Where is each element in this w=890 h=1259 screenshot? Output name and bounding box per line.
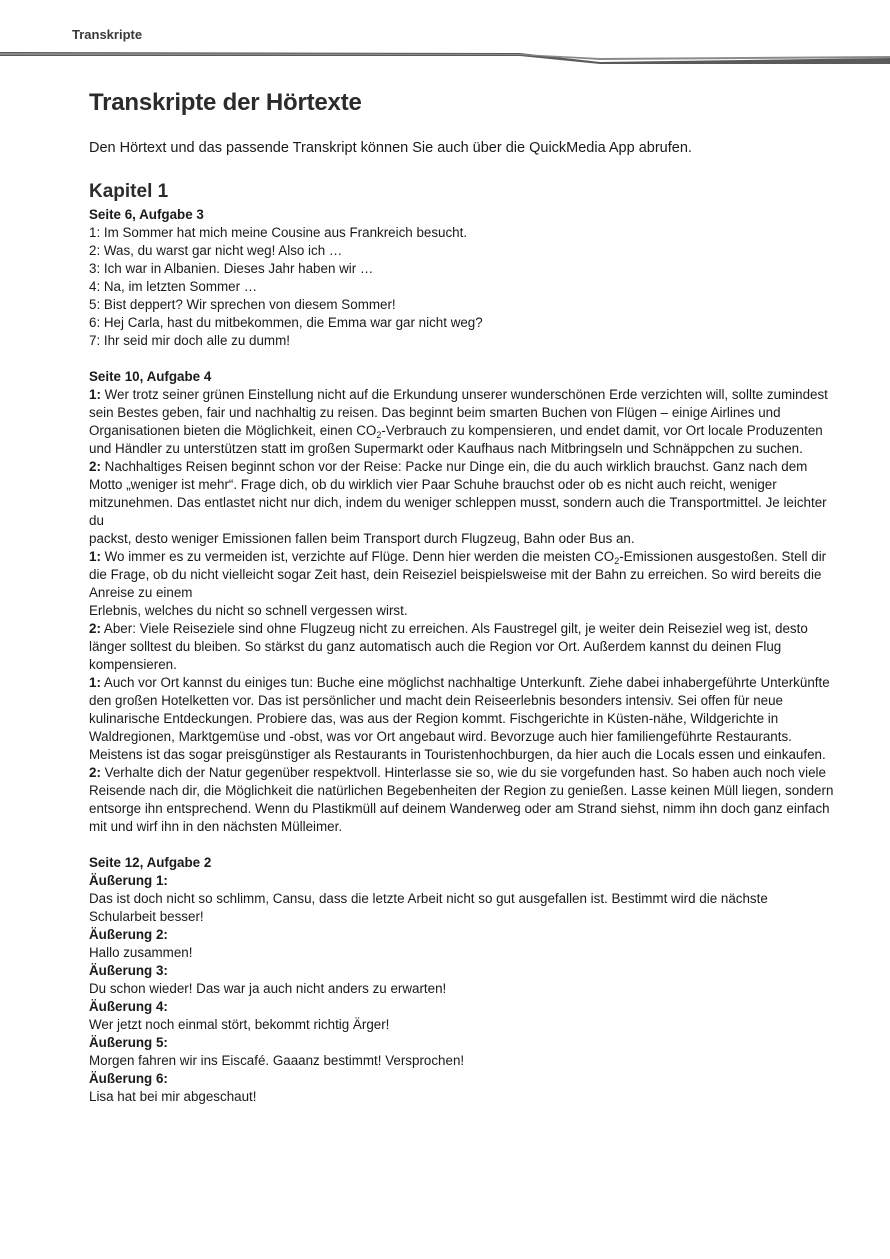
transcript-paragraph	[89, 548, 834, 620]
section-title: Seite 10, Aufgabe 4	[89, 369, 212, 384]
paragraph-text: Auch vor Ort kannst du einiges tun: Buche eine möglichst nachhaltige Unterkunft. Ziehe dabei inhabergeführte Unterkünfte den großen Hotelketten vor. Das ist persönlicher und macht dein Reiseerlebnis besonders intensiv. Sei offen für neue kulinarische Entdeckungen. Probiere das, was aus der Region kommt. Fischgerichte in Küsten-nähe, Wildgerichte in Waldregionen, Marktgemüse und -obst, was vor Ort angebaut wird. Bevorzuge auch hier familiengeführte Restaurants. Meistens ist das sogar preisgünstiger als Restaurants in Touristenhochburgen, da hier auch die Locals essen und einkaufen.	[89, 675, 830, 762]
transcript-paragraph	[89, 620, 834, 674]
section-seite-12	[89, 854, 834, 1106]
chapter-heading: Kapitel 1	[89, 181, 169, 202]
transcript-paragraph	[89, 458, 834, 548]
header-band	[0, 44, 890, 66]
utterance-label: Äußerung 5:	[89, 1035, 168, 1050]
utterance-text: Morgen fahren wir ins Eiscafé. Gaaanz bestimmt! Versprochen!	[89, 1053, 465, 1068]
speaker-label: 2:	[89, 765, 101, 780]
utterance-text: Du schon wieder! Das war ja auch nicht anders zu erwarten!	[89, 981, 447, 996]
paragraph-text: -Emissionen ausgestoßen. Stell dir die Frage, ob du nicht vielleicht sogar Zeit hast, dein Reiseziel beispielsweise mit der Bahn zu erreichen. So wird bereits die Anreise zu einem	[89, 549, 827, 600]
transcript-line: 3: Ich war in Albanien. Dieses Jahr haben wir …	[89, 261, 374, 276]
transcript-line: 4: Na, im letzten Sommer …	[89, 279, 258, 294]
running-head: Transkripte	[72, 27, 143, 42]
paragraph-text: Aber: Viele Reiseziele sind ohne Flugzeug nicht zu erreichen. Als Faustregel gilt, je weiter dein Reiseziel weg ist, desto länger solltest du bleiben. So stärkst du ganz automatisch auch die Region vor Ort. Außerdem kannst du deinen Flug kompensieren.	[89, 621, 808, 672]
subscript: 2	[614, 556, 620, 566]
page-title: Transkripte der Hörtexte	[89, 89, 362, 116]
paragraph-text: packst, desto weniger Emissionen fallen beim Transport durch Flugzeug, Bahn oder Bus an.	[89, 531, 635, 546]
section-title: Seite 6, Aufgabe 3	[89, 207, 204, 222]
speaker-label: 2:	[89, 459, 101, 474]
speaker-label: 1:	[89, 387, 101, 402]
utterance-label: Äußerung 3:	[89, 963, 168, 978]
utterance-label: Äußerung 6:	[89, 1071, 168, 1086]
utterance-text: Hallo zusammen!	[89, 945, 193, 960]
paragraph-text: Verhalte dich der Natur gegenüber respektvoll. Hinterlasse sie so, wie du sie vorgefunden hast. So haben auch noch viele Reisende nach dir, die Möglichkeit die natürlichen Begebenheiten der Region zu genießen. Lasse keinen Müll liegen, sondern entsorge ihn entsprechend. Wenn du Plastikmüll auf deinem Wanderweg oder am Strand siehst, nimm ihn doch ganz einfach mit und wirf ihn in den nächsten Mülleimer.	[89, 765, 834, 834]
document-body	[89, 88, 834, 1106]
utterance-text: Wer jetzt noch einmal stört, bekommt richtig Ärger!	[89, 1017, 390, 1032]
transcript-paragraph	[89, 674, 834, 764]
subscript: 2	[376, 430, 382, 440]
paragraph-text: Wo immer es zu vermeiden ist, verzichte auf Flüge. Denn hier werden die meisten CO	[100, 549, 615, 564]
transcript-paragraph	[89, 386, 834, 458]
utterance-label: Äußerung 4:	[89, 999, 168, 1014]
utterance-text: Das ist doch nicht so schlimm, Cansu, dass die letzte Arbeit nicht so gut ausgefallen ist. Bestimmt wird die nächste Schularbeit besser!	[89, 891, 768, 924]
transcript-line: 2: Was, du warst gar nicht weg! Also ich …	[89, 243, 343, 258]
paragraph-text: Nachhaltiges Reisen beginnt schon vor der Reise: Packe nur Dinge ein, die du auch wirklich brauchst. Ganz nach dem Motto „weniger ist mehr“. Frage dich, ob du wirklich vier Paar Schuhe brauchst oder ob es nicht auch reicht, weniger mitzunehmen. Das entlastet nicht nur dich, indem du weniger schleppen musst, sondern auch die Transportmittel. Je leichter du	[89, 459, 827, 528]
utterance-label: Äußerung 2:	[89, 927, 168, 942]
intro-text: Den Hörtext und das passende Transkript können Sie auch über die QuickMedia App abrufen.	[89, 140, 692, 156]
section-seite-10	[89, 368, 834, 836]
transcript-line: 5: Bist deppert? Wir sprechen von diesem Sommer!	[89, 297, 396, 312]
speaker-label: 1:	[89, 675, 101, 690]
utterance-label: Äußerung 1:	[89, 873, 168, 888]
speaker-label: 2:	[89, 621, 101, 636]
transcript-line: 1: Im Sommer hat mich meine Cousine aus Frankreich besucht.	[89, 225, 468, 240]
section-title: Seite 12, Aufgabe 2	[89, 855, 212, 870]
paragraph-text: Wer trotz seiner grünen Einstellung nicht auf die Erkundung unserer wunderschönen Erde verzichten will, sollte zumindest sein Bestes geben, fair und nachhaltig zu reisen. Das beginnt beim smarten Buchen von Flügen – einige Airlines und Organisationen bieten die Möglichkeit, einen CO	[89, 387, 828, 438]
paragraph-text: Erlebnis, welches du nicht so schnell vergessen wirst.	[89, 603, 408, 618]
paragraph-text: -Verbrauch zu kompensieren, und endet damit, vor Ort locale Produzenten und Händler zu unterstützen statt im großen Supermarkt oder Kaufhaus nach Mitbringseln und Schnäppchen zu suchen.	[89, 423, 823, 456]
speaker-label: 1:	[89, 549, 101, 564]
transcript-paragraph	[89, 764, 834, 836]
transcript-line: 7: Ihr seid mir doch alle zu dumm!	[89, 333, 290, 348]
utterance-text: Lisa hat bei mir abgeschaut!	[89, 1089, 257, 1104]
section-seite-6	[89, 206, 834, 350]
transcript-line: 6: Hej Carla, hast du mitbekommen, die Emma war gar nicht weg?	[89, 315, 483, 330]
